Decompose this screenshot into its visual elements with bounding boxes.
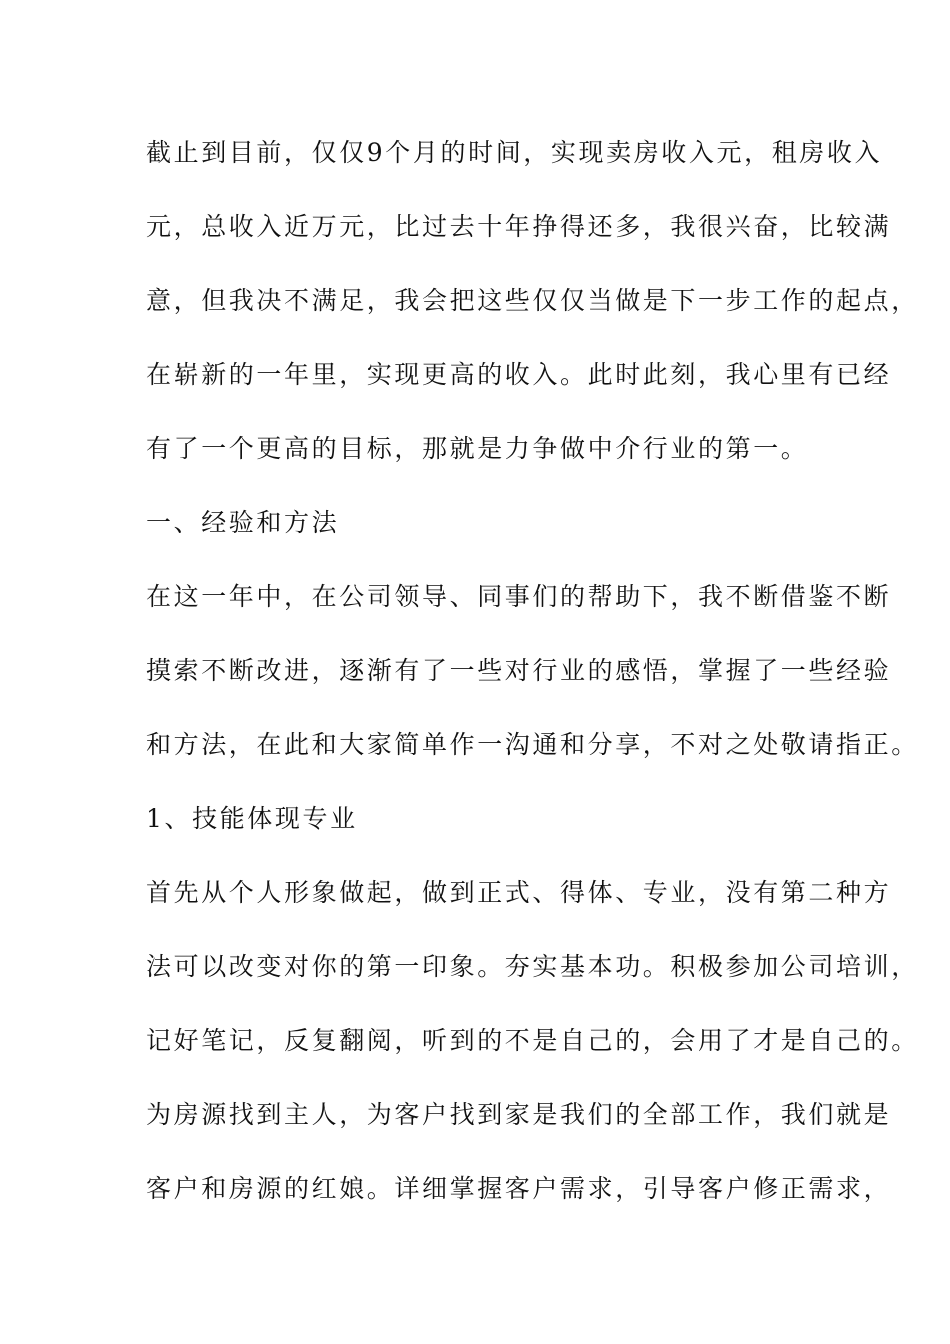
paragraph-line-15: 客户和房源的红娘。详细掌握客户需求，引导客户修正需求， (146, 1174, 892, 1203)
paragraph-line-5: 有了一个更高的目标，那就是力争做中介行业的第一。 (146, 434, 809, 463)
paragraph-line-12: 法可以改变对你的第一印象。夯实基本功。积极参加公司培训， (146, 952, 919, 981)
paragraph-line-11: 首先从个人形象做起，做到正式、得体、专业，没有第二种方 (146, 878, 892, 907)
paragraph-line-4: 在崭新的一年里，实现更高的收入。此时此刻，我心里有已经 (146, 360, 892, 389)
paragraph-line-2: 元，总收入近万元，比过去十年挣得还多，我很兴奋，比较满 (146, 212, 892, 241)
paragraph-line-1: 截止到目前，仅仅9个月的时间，实现卖房收入元，租房收入 (146, 138, 883, 167)
paragraph-line-13: 记好笔记，反复翻阅，听到的不是自己的，会用了才是自己的。 (146, 1026, 919, 1055)
paragraph-line-14: 为房源找到主人，为客户找到家是我们的全部工作，我们就是 (146, 1100, 892, 1129)
paragraph-line-3: 意，但我决不满足，我会把这些仅仅当做是下一步工作的起点， (146, 286, 919, 315)
paragraph-line-8: 摸索不断改进，逐渐有了一些对行业的感悟，掌握了一些经验 (146, 656, 892, 685)
paragraph-line-7: 在这一年中，在公司领导、同事们的帮助下，我不断借鉴不断 (146, 582, 892, 611)
paragraph-line-9: 和方法，在此和大家简单作一沟通和分享，不对之处敬请指正。 (146, 730, 919, 759)
subsection-heading: 1、技能体现专业 (146, 804, 358, 833)
section-heading: 一、经验和方法 (146, 508, 340, 537)
